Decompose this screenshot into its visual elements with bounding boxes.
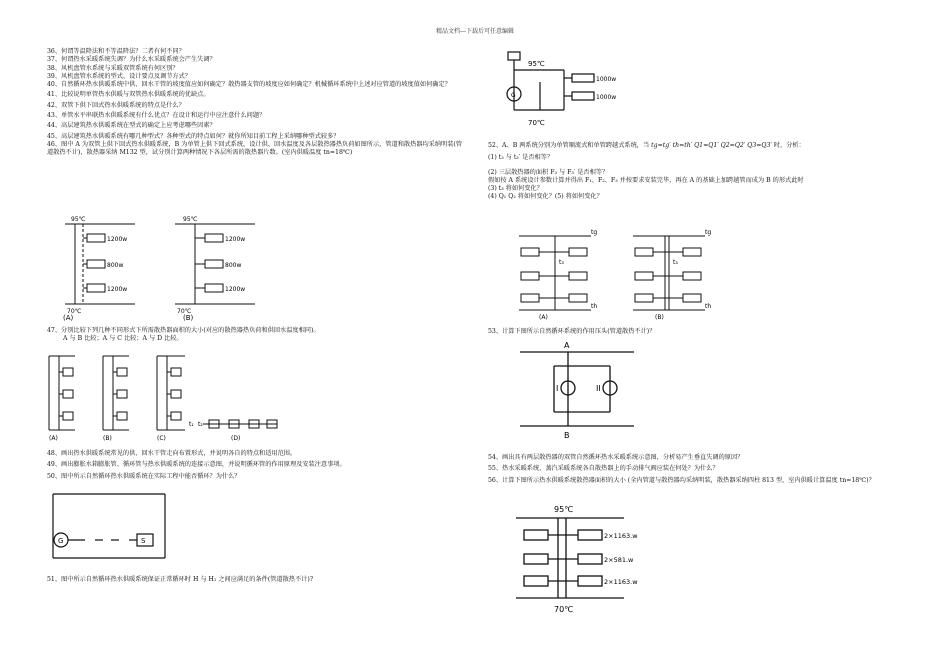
question-52-sub2: (2) 三层散热器的面积 F₃ 与 F₃′ 是否相等？ bbox=[488, 168, 609, 176]
fig52-caption-a: (A) bbox=[539, 314, 548, 320]
figure-46 bbox=[55, 212, 265, 322]
fig51-return-temp: 70℃ bbox=[528, 119, 545, 127]
question-40: 40、自然循环热水供暖系统中供、回水干管的坡度值应如何确定？散热器支管的坡度应如何确定？机械循环系统中上述对应管道的坡度值如何确定？ bbox=[47, 81, 451, 89]
fig53-a-label: A bbox=[564, 341, 570, 350]
right-question-block-2 bbox=[488, 454, 908, 485]
question-42: 42、双管下供下回式热水供暖系统的特点是什么？ bbox=[47, 101, 185, 109]
fig46-supply-temp-a: 95℃ bbox=[71, 216, 86, 223]
question-36: 36、何谓等温降法和不等温降法？二者有何不同？ bbox=[47, 48, 185, 55]
fig47-caption-d: (D) bbox=[231, 435, 241, 442]
fig46-supply-temp-b: 95℃ bbox=[183, 216, 198, 223]
fig47-t1: t₁ bbox=[189, 421, 194, 428]
fig56-supply-temp: 95℃ bbox=[554, 505, 574, 514]
fig52-th-a: th bbox=[591, 303, 598, 310]
fig56-load-1: 2×1163.w bbox=[604, 532, 638, 540]
fig52-th-b: th bbox=[705, 303, 712, 310]
fig52-tg-a: tg bbox=[591, 229, 598, 236]
fig46-caption-b: (B) bbox=[183, 314, 194, 322]
fig51-supply-temp: 95℃ bbox=[528, 60, 545, 68]
left-question-block-2 bbox=[47, 450, 467, 481]
fig50-g-label: G bbox=[58, 537, 64, 545]
figure-53 bbox=[514, 338, 644, 442]
figure-51 bbox=[500, 50, 650, 130]
figure-47 bbox=[45, 346, 285, 442]
fig46-load-2-a: 800w bbox=[107, 262, 124, 269]
question-45: 45、高层建筑热水供暖系统有哪几种型式？各种型式的特点如何？就你所知目前工程上采纳哪种型式较多？ bbox=[47, 132, 340, 140]
question-52-sub1: (1) t₃ 与 t₃′ 是否相等？ bbox=[488, 154, 554, 162]
question-52-sub3: (3) t₃ 将如何变化？ bbox=[488, 185, 543, 193]
question-52-tail: 时，分析： bbox=[773, 142, 805, 149]
fig46-return-temp-b: 70℃ bbox=[177, 308, 192, 315]
question-47-compare: A 与 B 比较；A 与 C 比较；A 与 D 比较。 bbox=[63, 335, 183, 343]
question-50: 50、图中所示自然循环热水供暖系统在实际工程中能否循环？为什么？ bbox=[47, 472, 241, 480]
fig52-caption-b: (B) bbox=[655, 314, 664, 320]
question-43: 43、单管水平串联热水供暖系统有什么优点？在设计和运行中应注意什么问题？ bbox=[47, 112, 266, 120]
question-51: 51、图中所示自然循环热水供暖系统保证正常循环时 H 与 H₁ 之间应满足的条件(管道散热不计)? bbox=[47, 576, 314, 583]
fig52-t3-b: t₃ bbox=[673, 259, 678, 266]
fig51-load-1: 1000w bbox=[596, 76, 617, 83]
fig51-load-2: 1000w bbox=[596, 94, 617, 101]
fig53-b-label: B bbox=[564, 431, 570, 440]
fig53-radiator-1: I bbox=[556, 384, 559, 393]
page-header: 精品文档---下载后可任意编辑 bbox=[435, 28, 515, 35]
fig46-load-3-b: 1200w bbox=[225, 286, 246, 293]
fig47-t2: t₂ bbox=[198, 421, 203, 428]
fig50-s-label: S bbox=[141, 537, 146, 545]
question-47: 47、分别比较下列几种不同形式下所需散热器面积的大小(对应的散热器热负荷和供回水温度相同)。 bbox=[47, 327, 320, 334]
question-52-hypothesis: 假如按 A 系统设计参数计算并得出 F₁、F₂、F₃ 并按要求安装完毕，再在 A 的基础上加跨越管而成为 B 的形式此时 bbox=[488, 176, 804, 184]
question-54: 54、画出具有两层散热器的双管自然循环热水采暖系统示意图，分析易产生垂直失调的原因？ bbox=[488, 454, 744, 461]
fig46-return-temp-a: 70℃ bbox=[67, 308, 82, 315]
question-44: 44、高层建筑热水供暖系统在型式的确定上应考虑哪些因素？ bbox=[47, 122, 216, 130]
question-55: 55、热水采暖系统、蒸汽采暖系统各自散热器上的手动排气阀应装在何处？为什么？ bbox=[488, 465, 719, 473]
question-47-block bbox=[47, 327, 467, 344]
question-56: 56、计算下图所示热水供暖系统散热器面积的大小 (全内管道与散热器均采纳明装，散热器采纳四柱 813 型，室内供暖计算温度 tn=18℃)？ bbox=[488, 476, 875, 484]
fig47-caption-b: (B) bbox=[103, 435, 112, 442]
question-46: 46、图中 A 为双管上供下回式热水供暖系统，B 为单管上供下回式系统，设计供、回水温度及各层散热器热负荷如图所示，管道和散热器均采纳明装(管道散热不计)，散热器采纳 M132 型，试分别计算两种情况下各层所需的散热器片数。(室内供暖温度 tn=18℃) bbox=[47, 140, 463, 157]
fig46-load-1-a: 1200w bbox=[107, 236, 128, 243]
figure-56 bbox=[512, 498, 662, 620]
question-48: 48、画出热水供暖系统常见的供、回水干管走向布置形式，并说明各自的特点和适用范围。 bbox=[47, 450, 297, 457]
fig46-caption-a: (A) bbox=[63, 314, 74, 322]
question-41: 41、比较说明单管热水供暖与双管热水供暖系统的优缺点。 bbox=[47, 91, 210, 99]
fig46-load-3-a: 1200w bbox=[107, 286, 128, 293]
fig46-load-1-b: 1200w bbox=[225, 236, 246, 243]
question-39: 39、风机盘管水系统的型式、设计要点及调节方式？ bbox=[47, 72, 191, 80]
question-52-intro: 52、A、B 两系统分别为单管顺流式和单管跨越式系统，当 bbox=[488, 142, 650, 149]
figure-50 bbox=[45, 488, 175, 568]
question-51-block bbox=[47, 576, 467, 584]
fig56-load-2: 2×581.w bbox=[604, 556, 634, 564]
question-53-block bbox=[488, 328, 908, 336]
question-49: 49、画出膨胀水箱膨胀管、循环管与热水供暖系统的连接示意图，并说明循环管的作用原理及安装注意事项。 bbox=[47, 461, 346, 469]
question-52-formula: tg=tg′ th=th′ Q1=Q1′ Q2=Q2′ Q3=Q3′ bbox=[651, 142, 772, 149]
left-question-block bbox=[47, 48, 465, 158]
fig56-return-temp: 70℃ bbox=[554, 605, 574, 614]
question-53: 53、计算下图所示自然循环系统的作用压头(管道散热不计)？ bbox=[488, 328, 656, 335]
question-38: 38、风机盘管水系统与采暖双管系统有何区别？ bbox=[47, 64, 179, 72]
fig53-radiator-2: II bbox=[596, 384, 601, 393]
fig56-load-3: 2×1163.w bbox=[604, 578, 638, 586]
fig47-caption-c: (C) bbox=[157, 435, 166, 442]
question-37: 37、何谓热水采暖系统失调？为什么水采暖系统会产生失调？ bbox=[47, 56, 216, 64]
question-52-sub4: (4) Q₁ Q₂ 将如何变化？(5) 将如何变化？ bbox=[488, 193, 603, 201]
figure-52 bbox=[515, 228, 725, 320]
fig52-t3-a: t₃ bbox=[559, 259, 564, 266]
fig46-load-2-b: 800w bbox=[225, 262, 242, 269]
fig47-caption-a: (A) bbox=[49, 435, 58, 442]
question-52-block bbox=[488, 142, 908, 202]
fig52-tg-b: tg bbox=[705, 229, 712, 236]
fig51-g-label: G bbox=[511, 92, 516, 99]
